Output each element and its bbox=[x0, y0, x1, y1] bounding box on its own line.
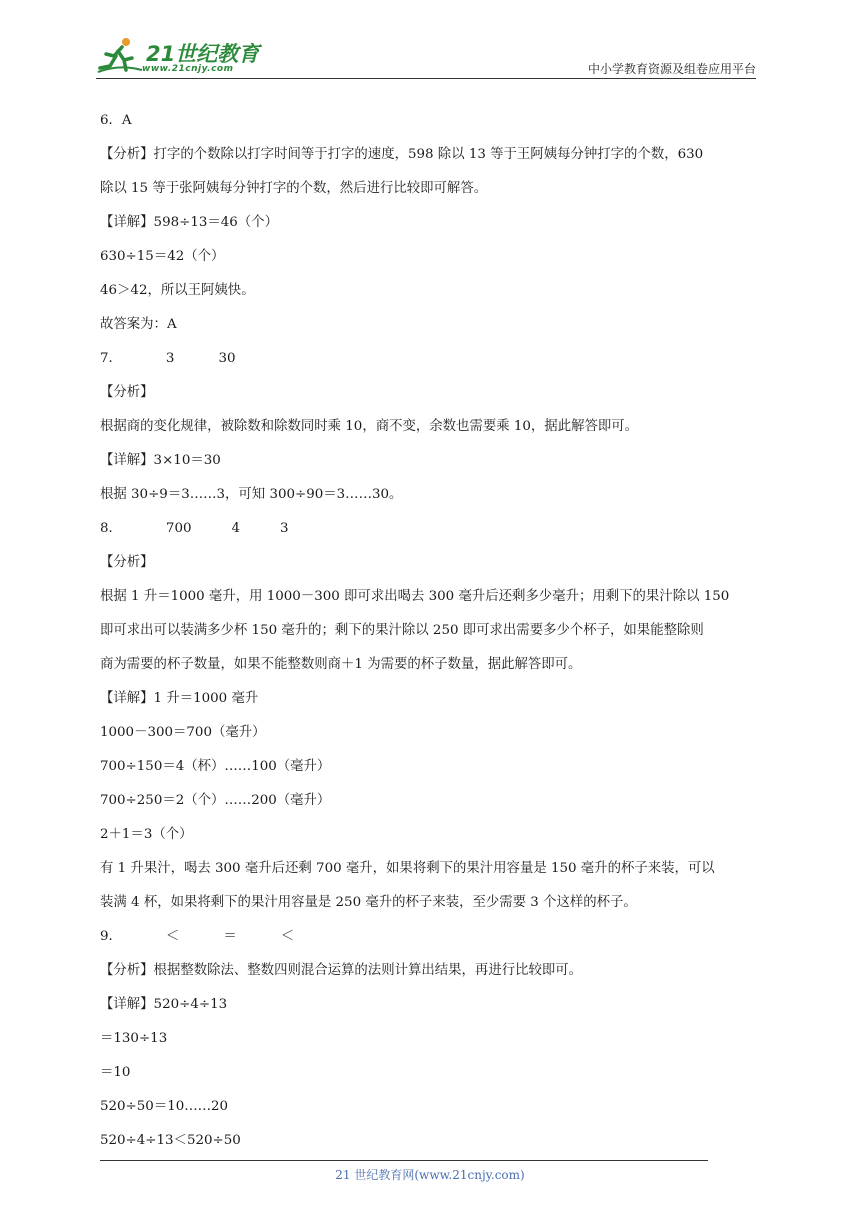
q8-detail-line: 2＋1＝3（个） bbox=[100, 827, 193, 842]
footer-link[interactable]: 21 世纪教育网(www.21cnjy.com) bbox=[335, 1168, 525, 1182]
q8-detail-line: 1000－300＝700（毫升） bbox=[100, 725, 266, 740]
runner-logo-icon bbox=[96, 36, 144, 76]
q8-detail-line: 【详解】1 升＝1000 毫升 bbox=[100, 691, 259, 706]
header-divider bbox=[96, 78, 756, 79]
q9-detail-line: ＝10 bbox=[100, 1065, 131, 1080]
q6-analysis-line: 除以 15 等于张阿姨每分钟打字的个数，然后进行比较即可解答。 bbox=[100, 181, 488, 196]
logo-title: 21世纪教育 bbox=[146, 42, 260, 66]
q7-detail-line: 根据 30÷9＝3……3，可知 300÷90＝3……30。 bbox=[100, 487, 403, 502]
q8-detail-line: 有 1 升果汁，喝去 300 毫升后还剩 700 毫升，如果将剩下的果汁用容量是 150 毫升的杯子来装，可以 bbox=[100, 861, 715, 876]
footer-divider bbox=[100, 1160, 708, 1161]
q7-answer-1: 3 bbox=[165, 351, 175, 366]
q7-detail-line: 【详解】3×10＝30 bbox=[100, 453, 221, 468]
q9-answer-3: ＜ bbox=[280, 929, 295, 944]
q8-detail-line: 装满 4 杯，如果将剩下的果汁用容量是 250 毫升的杯子来装，至少需要 3 个这样的杯子。 bbox=[100, 895, 637, 910]
q9-detail-line: 【详解】520÷4÷13 bbox=[100, 997, 228, 1012]
header-platform-text: 中小学教育资源及组卷应用平台 bbox=[587, 62, 756, 76]
q7-number: 7． bbox=[100, 351, 122, 366]
q7-analysis-heading: 【分析】 bbox=[100, 385, 154, 400]
q9-analysis: 【分析】根据整数除法、整数四则混合运算的法则计算出结果，再进行比较即可。 bbox=[100, 963, 583, 978]
q6-analysis-line: 【分析】打字的个数除以打字时间等于打字的速度，598 除以 13 等于王阿姨每分钟打字的个数，630 bbox=[100, 147, 704, 162]
q8-answer-1: 700 bbox=[165, 521, 192, 536]
q9-answer-2: ＝ bbox=[223, 929, 237, 944]
q9-answer-1: ＜ bbox=[165, 929, 180, 944]
q8-detail-line: 700÷250＝2（个）……200（毫升） bbox=[100, 793, 331, 808]
q9-detail-line: 520÷50＝10……20 bbox=[100, 1099, 229, 1114]
q8-answer-3: 3 bbox=[280, 521, 289, 536]
q8-detail-line: 700÷150＝4（杯）……100（毫升） bbox=[100, 759, 331, 774]
q8-answer-2: 4 bbox=[231, 521, 241, 536]
q7-answer-row bbox=[100, 342, 760, 376]
page-header bbox=[96, 34, 756, 80]
q8-analysis-line: 根据 1 升＝1000 毫升，用 1000－300 即可求出喝去 300 毫升后还剩多少毫升；用剩下的果汁除以 150 bbox=[100, 589, 730, 604]
q6-detail-line: 630÷15＝42（个） bbox=[100, 249, 225, 264]
q8-analysis-heading: 【分析】 bbox=[100, 555, 154, 570]
q9-detail-line: 520÷4÷13＜520÷50 bbox=[100, 1133, 241, 1148]
q8-analysis-line: 商为需要的杯子数量，如果不能整数则商＋1 为需要的杯子数量，据此解答即可。 bbox=[100, 657, 582, 672]
logo-url: www.21cnjy.com bbox=[142, 64, 234, 74]
q7-analysis-text: 根据商的变化规律，被除数和除数同时乘 10，商不变，余数也需要乘 10，据此解答即可。 bbox=[100, 419, 639, 434]
q9-answer-row bbox=[100, 920, 760, 954]
q8-analysis-line: 即可求出可以装满多少杯 150 毫升的；剩下的果汁除以 250 即可求出需要多少个杯子，如果能整除则 bbox=[100, 623, 704, 638]
q6-answer: 故答案为：A bbox=[100, 317, 177, 332]
q6-detail-line: 46＞42，所以王阿姨快。 bbox=[100, 283, 255, 298]
q7-answer-2: 30 bbox=[218, 351, 236, 366]
site-logo[interactable] bbox=[96, 34, 266, 78]
q8-answer-row bbox=[100, 512, 760, 546]
q9-detail-line: ＝130÷13 bbox=[100, 1031, 168, 1046]
q6-detail-line: 【详解】598÷13＝46（个） bbox=[100, 215, 278, 230]
q8-number: 8． bbox=[100, 521, 122, 536]
q9-number: 9． bbox=[100, 929, 122, 944]
answer-content bbox=[100, 104, 760, 1158]
q6-number: 6．A bbox=[100, 113, 132, 128]
